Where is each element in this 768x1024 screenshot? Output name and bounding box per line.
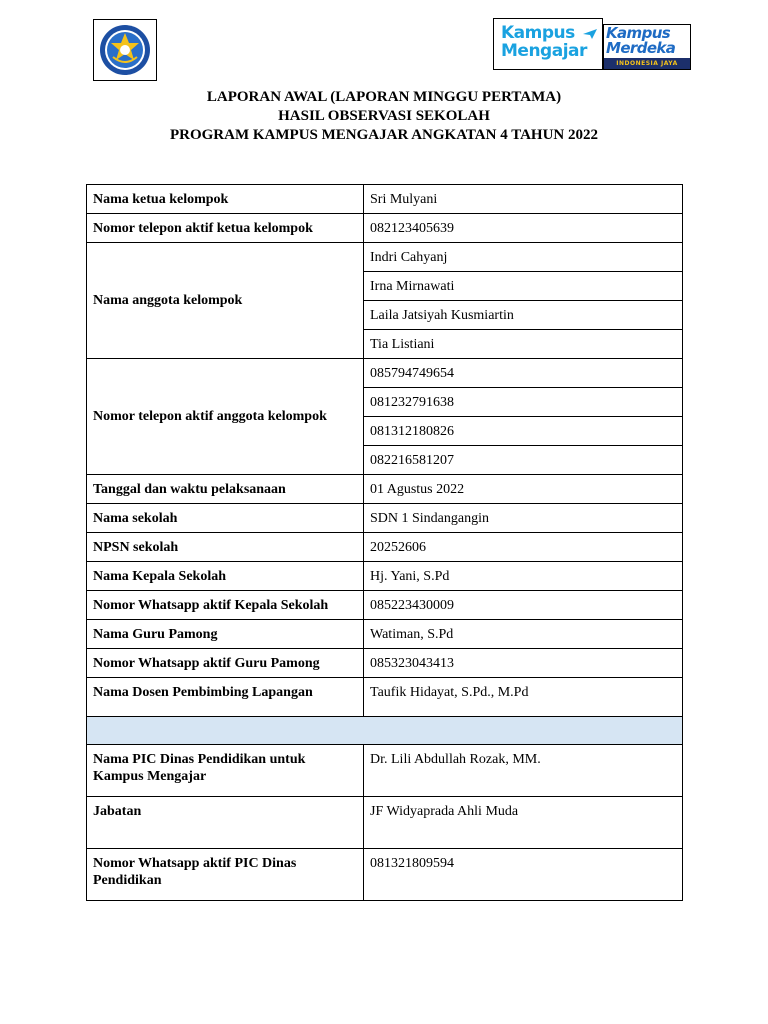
label-dosen: Nama Dosen Pembimbing Lapangan	[87, 678, 364, 717]
kampus-merdeka-line1: Kampus	[606, 24, 671, 42]
value-telepon-anggota-3: 081312180826	[364, 417, 683, 446]
label-telepon-ketua: Nomor telepon aktif ketua kelompok	[87, 214, 364, 243]
value-npsn: 20252606	[364, 533, 683, 562]
table-row	[87, 243, 683, 272]
table-row	[87, 562, 683, 591]
value-anggota-3: Laila Jatsiyah Kusmiartin	[364, 301, 683, 330]
label-jabatan: Jabatan	[87, 797, 364, 849]
label-pamong: Nama Guru Pamong	[87, 620, 364, 649]
label-pic: Nama PIC Dinas Pendidikan untuk Kampus Mengajar	[87, 745, 364, 797]
kampus-logos	[493, 18, 691, 72]
value-telepon-anggota-1: 085794749654	[364, 359, 683, 388]
label-telepon-anggota: Nomor telepon aktif anggota kelompok	[87, 359, 364, 475]
value-wa-pamong: 085323043413	[364, 649, 683, 678]
value-tanggal: 01 Agustus 2022	[364, 475, 683, 504]
value-pamong: Watiman, S.Pd	[364, 620, 683, 649]
value-anggota-1: Indri Cahyanj	[364, 243, 683, 272]
value-wa-kepala: 085223430009	[364, 591, 683, 620]
table-row	[87, 504, 683, 533]
table-row	[87, 745, 683, 797]
kampus-merdeka-logo	[603, 24, 691, 70]
label-wa-pamong: Nomor Whatsapp aktif Guru Pamong	[87, 649, 364, 678]
label-kepala: Nama Kepala Sekolah	[87, 562, 364, 591]
value-wa-pic: 081321809594	[364, 849, 683, 901]
table-row	[87, 359, 683, 388]
title-line-1: LAPORAN AWAL (LAPORAN MINGGU PERTAMA)	[206, 89, 562, 105]
kampus-merdeka-tagline: INDONESIA JAYA	[604, 58, 690, 69]
section-divider-row	[87, 717, 683, 745]
value-telepon-anggota-2: 081232791638	[364, 388, 683, 417]
tut-wuri-emblem-icon	[97, 23, 153, 77]
paper-plane-icon	[583, 29, 597, 39]
value-pic: Dr. Lili Abdullah Rozak, MM.	[364, 745, 683, 797]
value-dosen: Taufik Hidayat, S.Pd., M.Pd	[364, 678, 683, 717]
value-telepon-ketua: 082123405639	[364, 214, 683, 243]
value-anggota-4: Tia Listiani	[364, 330, 683, 359]
kampus-mengajar-logo	[493, 18, 603, 70]
label-sekolah: Nama sekolah	[87, 504, 364, 533]
kampus-mengajar-line1: Kampus	[501, 23, 575, 43]
table-row	[87, 591, 683, 620]
value-telepon-anggota-4: 082216581207	[364, 446, 683, 475]
table-row	[87, 185, 683, 214]
value-ketua: Sri Mulyani	[364, 185, 683, 214]
table-row	[87, 620, 683, 649]
label-wa-kepala: Nomor Whatsapp aktif Kepala Sekolah	[87, 591, 364, 620]
table-row	[87, 797, 683, 849]
table-row	[87, 475, 683, 504]
table-row	[87, 849, 683, 901]
document-title	[0, 88, 768, 145]
table-row	[87, 533, 683, 562]
table-row	[87, 678, 683, 717]
section-divider	[87, 717, 683, 745]
label-wa-pic: Nomor Whatsapp aktif PIC Dinas Pendidikan	[87, 849, 364, 901]
label-anggota: Nama anggota kelompok	[87, 243, 364, 359]
title-line-3: PROGRAM KAMPUS MENGAJAR ANGKATAN 4 TAHUN 2022	[169, 127, 599, 143]
table-row	[87, 214, 683, 243]
value-anggota-2: Irna Mirnawati	[364, 272, 683, 301]
tut-wuri-handayani-logo	[93, 19, 157, 81]
table-row	[87, 649, 683, 678]
value-sekolah: SDN 1 Sindangangin	[364, 504, 683, 533]
kampus-mengajar-line2: Mengajar	[501, 41, 587, 61]
value-jabatan: JF Widyaprada Ahli Muda	[364, 797, 683, 849]
report-info-table	[86, 184, 683, 901]
label-tanggal: Tanggal dan waktu pelaksanaan	[87, 475, 364, 504]
kampus-merdeka-line2: Merdeka	[606, 39, 676, 57]
title-line-2: HASIL OBSERVASI SEKOLAH	[278, 108, 490, 124]
label-npsn: NPSN sekolah	[87, 533, 364, 562]
value-kepala: Hj. Yani, S.Pd	[364, 562, 683, 591]
label-ketua: Nama ketua kelompok	[87, 185, 364, 214]
